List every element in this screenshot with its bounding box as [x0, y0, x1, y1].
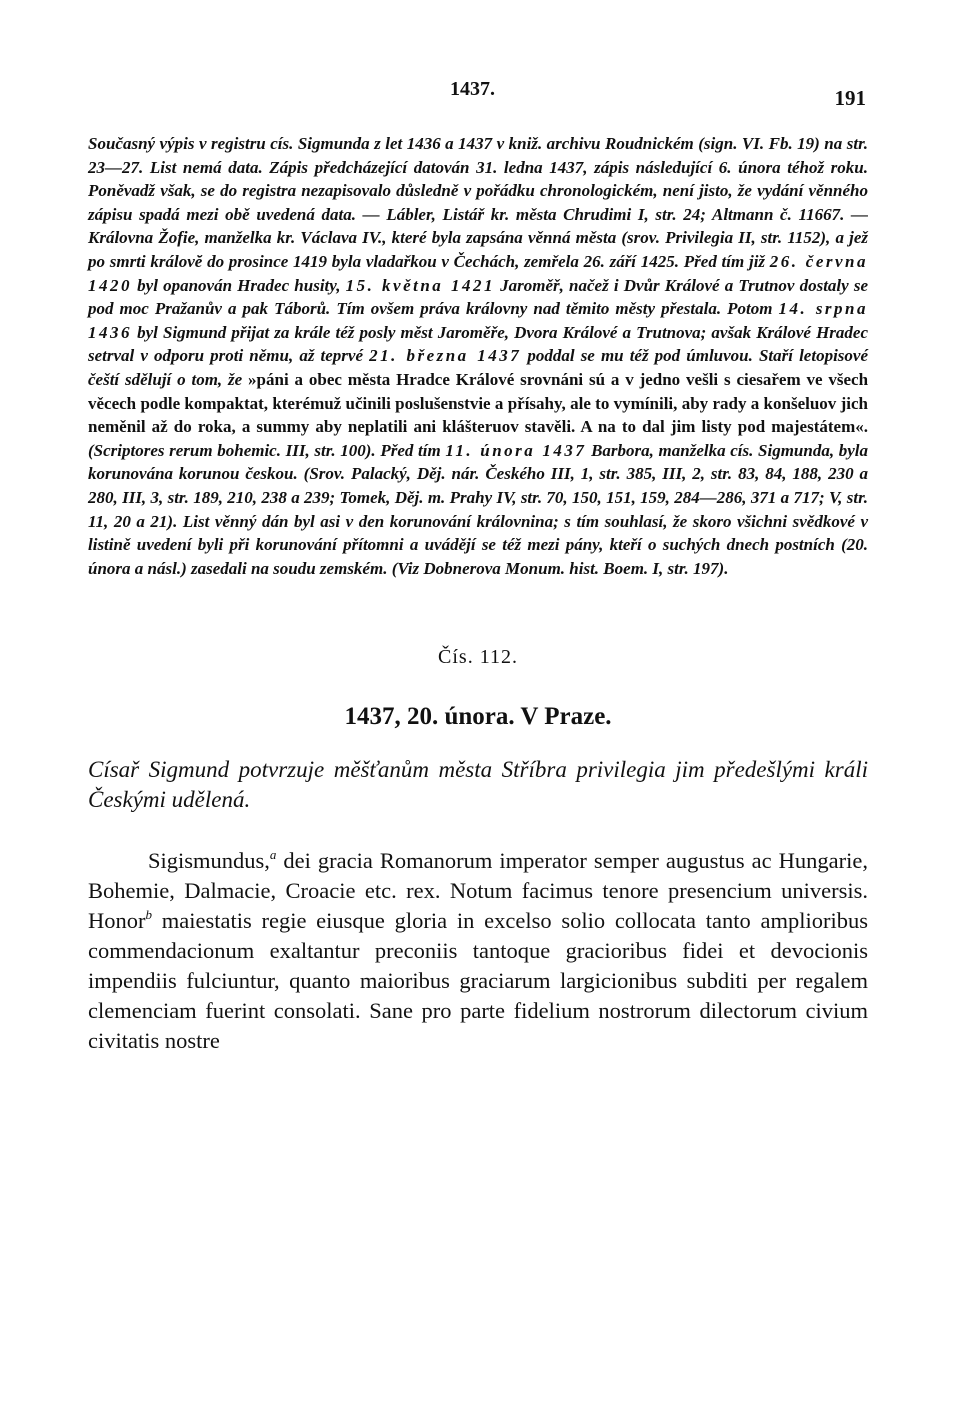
text-part-a: Sigismundus,	[148, 848, 270, 874]
note-part-1: Současný výpis v registru cís. Sigmunda z let 1436 a 1437 v kniž. archivu Roudnickém (sign. VI. Fb. 19) na str. 23—27. List nemá data. Zápis předcházející datován 31. ledna 1437, zápis následující 6. února téhož roku. Poněvadž však, se do registra nezapisovalo důsledně v pořádku chronologickém, není jisto, že vydání věnného zápisu spadá mezi obě uvedená data. — Lábler, Listář kr. města Chrudimi I, str. 24; Altmann č. 11667. — Královna Žofie, manželka kr. Václava IV., které byla zapsána věnná města (srov. Privilegia II, str. 1152), a jež po smrti královĕ do prosince 1419 byla vladařkou v Čechách, zemřela 26. září 1425. Před tím již	[88, 134, 868, 271]
page	[88, 70, 868, 1056]
note-spaced-date-1: 26. června 1420	[88, 251, 868, 295]
note-part-3: Jaroměř, načež i Dvůr Králové a Trutnov dostaly se pod moc Pražanův a pak Táborů. Tím ovšem práva královny nad těmito městy přestala. Potom	[88, 275, 869, 319]
editorial-note	[88, 132, 868, 580]
page-header	[88, 70, 868, 110]
header-year: 1437.	[450, 78, 495, 100]
note-part-2: byl opanován Hradec husity,	[137, 275, 341, 295]
document-date-place: 1437, 20. února. V Praze.	[344, 703, 612, 731]
page-number: 191	[834, 86, 866, 110]
note-spaced-date-5: 11. února 1437	[445, 440, 587, 460]
text-part-c: maiestatis regie eiusque gloria in excelso solio collocata tanto amplioribus commendacionum exaltantur preconiis tantoque gracioribus fidei et devocionis impendiis fulciuntur, quanto maioribus graciarum largicionibus subditi per regalem clemenciam fuerint consolati. Sane pro parte fidelium nostrorum dilectorum civium civitatis nostre	[88, 908, 868, 1054]
note-part-5: poddal se mu též pod úmluvou. Staří letopisové čeští sdělují o tom, že	[88, 346, 869, 389]
document-text	[88, 846, 868, 1056]
note-part-4: byl Sigmund přijat za krále též posly měst Jaroměře, Dvora Králové a Trutnova; avšak Králové Hradec setrval v odporu proti němu, až teprvé	[88, 322, 869, 366]
note-part-6: (Scriptores rerum bohemic. III, str. 100). Před tím	[88, 440, 441, 460]
text-part-b: dei gracia Romanorum imperator semper augustus ac Hungarie, Bohemie, Dalmacie, Croacie etc. rex. Notum facimus tenore presencium universis. Honor	[88, 848, 868, 934]
note-spaced-date-3: 14. srpna 1436	[88, 299, 869, 342]
footnote-marker-a: a	[269, 847, 277, 863]
note-spaced-date-2: 15. května 1421	[345, 275, 495, 295]
note-chronicle-quote: »páni a obec města Hradce Králové srovnáni sú a v jedno vešli s ciesařem ve všech věcech podle kompaktat, kterémuž učinili poslušenstvie a přísahy, ale to vymínili, aby rady a konšeluov jich neměnil až do roka, a summy aby neplatili ani klášteruov stavěli. A na to dal jim listy pod majestátem«.	[88, 369, 869, 437]
footnote-marker-b: b	[145, 907, 152, 923]
document-number: Čís. 112.	[438, 646, 518, 669]
document-regest: Císař Sigmund potvrzuje měšťanům města Stříbra privilegia jim předešlými králi Českými udělená.	[88, 757, 868, 813]
note-spaced-date-4: 21. března 1437	[369, 346, 522, 366]
note-part-7: Barbora, manželka cís. Sigmunda, byla korunována korunou českou. (Srov. Palacký, Děj. nár. Českého III, 1, str. 385, III, 2, str. 83, 84, 188, 230 a 280, III, 3, str. 189, 210, 238 a 239; Tomek, Děj. m. Prahy IV, str. 70, 150, 151, 159, 284—286, 371 a 717; V, str. 11, 20 a 21). List věnný dán byl asi v den korunování královnina; s tím souhlasí, že skoro všichni svědkové v listině uvedení byli při korunování přítomni a uvádějí se též mezi pány, kteří o suchých dnech postních (20. února a násl.) zasedali na soudu zemském. (Viz Dobnerova Monum. hist. Boem. I, str. 197).	[88, 440, 868, 578]
